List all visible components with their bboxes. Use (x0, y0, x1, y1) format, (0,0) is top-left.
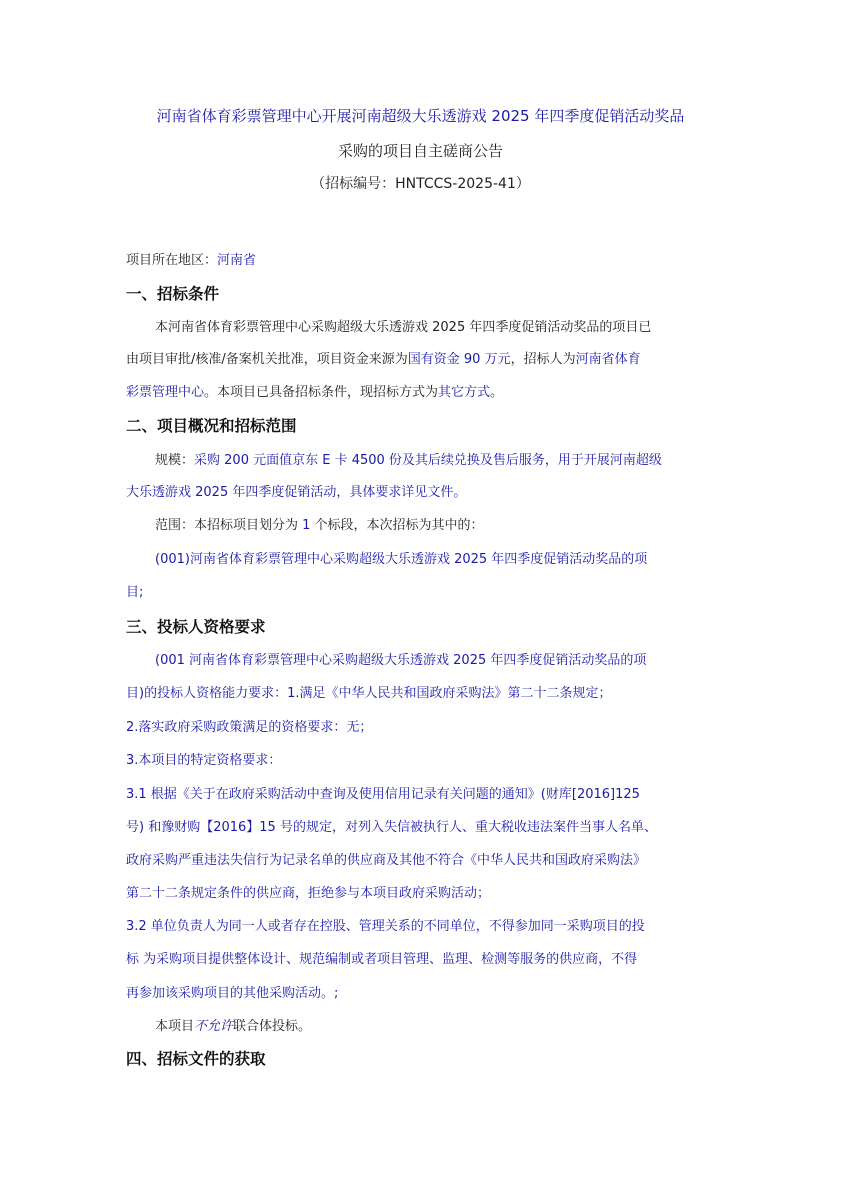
section-1-heading: 一、招标条件 (126, 285, 220, 303)
s3-line10: 标 为采购项目提供整体设计、规范编制或者项目管理、监理、检测等服务的供应商，不得 (126, 952, 638, 967)
section-4-heading: 四、招标文件的获取 (126, 1050, 266, 1068)
s3-line1: (001 河南省体育彩票管理中心采购超级大乐透游戏 2025 年四季度促销活动奖品的项 (155, 653, 647, 668)
tender-method: 其它方式 (438, 385, 491, 400)
s3-line6: 号) 和豫财购【2016】15 号的规定，对列入失信被执行人、重大税收违法案件当事人名单、 (126, 820, 657, 835)
s2-lot-item-line1: (001)河南省体育彩票管理中心采购超级大乐透游戏 2025 年四季度促销活动奖品的项 (155, 552, 648, 567)
s2-range: 范围：本招标项目划分为 1 个标段，本次招标为其中的： (155, 518, 484, 533)
s3-line4: 3.本项目的特定资格要求： (126, 753, 282, 768)
consortium-status: 不允许 (194, 1019, 234, 1034)
announcement-title-line2: 采购的项目自主磋商公告 (337, 142, 503, 160)
s3-line7: 政府采购严重违法失信行为记录名单的供应商及其他不符合《中华人民共和国政府采购法》 (126, 853, 647, 868)
section-3-heading: 三、投标人资格要求 (126, 618, 266, 636)
s3-line8: 第二十二条规定条件的供应商，拒绝参与本项目政府采购活动； (126, 886, 491, 901)
s1-line3: 彩票管理中心。本项目已具备招标条件，现招标方式为其它方式。 (126, 385, 504, 400)
s1-line2: 由项目审批/核准/备案机关批准，项目资金来源为国有资金 90 万元，招标人为河南省体育 (126, 352, 641, 367)
region-label: 项目所在地区： (126, 253, 218, 268)
s2-scale-line2: 大乐透游戏 2025 年四季度促销活动，具体要求详见文件。 (126, 485, 467, 500)
region-value: 河南省 (217, 253, 257, 268)
section-2-heading: 二、项目概况和招标范围 (126, 417, 297, 435)
tender-number: （招标编号：HNTCCS-2025-41） (311, 176, 530, 192)
fund-source: 国有资金 90 万元 (407, 352, 511, 367)
s2-scale-line1: 规模：采购 200 元面值京东 E 卡 4500 份及其后续兑换及售后服务，用于开展河南超级 (155, 453, 662, 468)
tenderer-part2: 彩票管理中心 (126, 385, 205, 400)
s3-line9: 3.2 单位负责人为同一人或者存在控股、管理关系的不同单位，不得参加同一采购项目的投 (126, 919, 645, 934)
tenderer-part1: 河南省体育 (575, 352, 641, 367)
s3-line11: 再参加该采购项目的其他采购活动。; (126, 986, 339, 1001)
s1-line1: 本河南省体育彩票管理中心采购超级大乐透游戏 2025 年四季度促销活动奖品的项目已 (155, 320, 652, 335)
s3-line2: 目)的投标人资格能力要求：1.满足《中华人民共和国政府采购法》第二十二条规定； (126, 686, 612, 701)
s3-consortium: 本项目不允许联合体投标。 (155, 1019, 312, 1034)
s3-line3: 2.落实政府采购政策满足的资格要求：无； (126, 720, 373, 735)
s2-lot-item-line2: 目; (126, 585, 144, 600)
announcement-title-line1: 河南省体育彩票管理中心开展河南超级大乐透游戏 2025 年四季度促销活动奖品 (156, 107, 685, 125)
project-region (126, 251, 721, 271)
s3-line5: 3.1 根据《关于在政府采购活动中查询及使用信用记录有关问题的通知》(财库[2016]125 (126, 787, 640, 802)
